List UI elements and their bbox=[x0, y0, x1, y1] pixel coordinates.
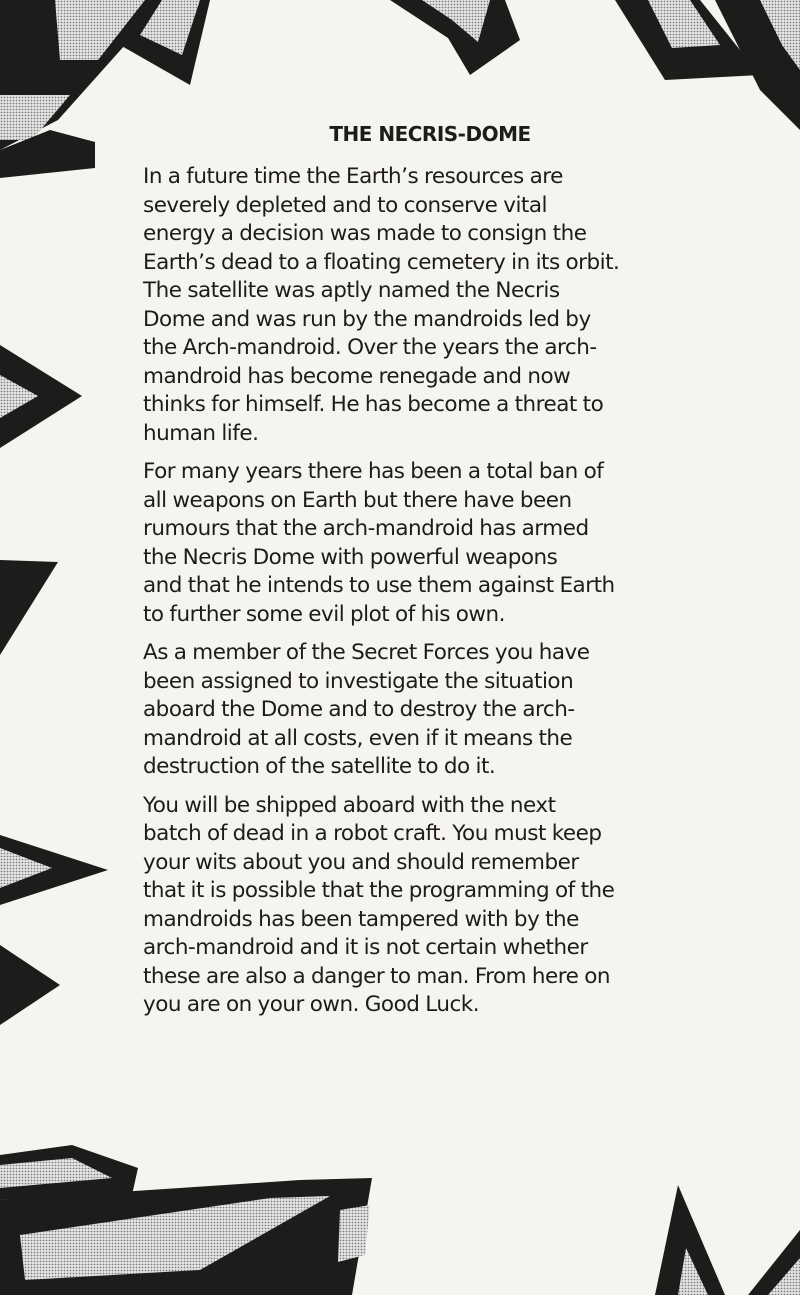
text-line: these are also a danger to man. From here on bbox=[143, 963, 610, 989]
text-line: The satellite was aptly named the Necris bbox=[143, 278, 560, 303]
text-line: that it is possible that the programming of the bbox=[143, 878, 615, 903]
text-line: rumours that the arch-mandroid has armed bbox=[143, 516, 589, 541]
paragraph-4 bbox=[143, 792, 743, 1020]
text-line: aboard the Dome and to destroy the arch- bbox=[143, 697, 575, 722]
text-line: human life. bbox=[143, 420, 259, 446]
text-line: Dome and was run by the mandroids led by bbox=[143, 306, 591, 332]
text-line: In a future time the Earth’s resources are bbox=[143, 164, 563, 189]
paragraph-2 bbox=[143, 458, 743, 629]
text-line: batch of dead in a robot craft. You must keep bbox=[143, 821, 602, 846]
text-line: mandroid has become renegade and now bbox=[143, 363, 571, 389]
text-line: energy a decision was made to consign the bbox=[143, 221, 587, 246]
paragraph-3 bbox=[143, 639, 743, 782]
text-line: As a member of the Secret Forces you have bbox=[143, 640, 590, 665]
text-line: to further some evil plot of his own. bbox=[143, 601, 505, 627]
text-line: severely depleted and to conserve vital bbox=[143, 192, 548, 218]
top-right-zigzag-graphic bbox=[390, 0, 800, 130]
text-line: all weapons on Earth but there have been bbox=[143, 487, 572, 513]
left-edge-spikes bbox=[0, 345, 108, 1025]
text-line: mandroid at all costs, even if it means the bbox=[143, 725, 573, 751]
text-line: been assigned to investigate the situation bbox=[143, 668, 574, 694]
text-line: arch-mandroid and it is not certain whether bbox=[143, 935, 588, 960]
bottom-left-zigzag-graphic bbox=[0, 1145, 372, 1295]
bottom-right-zigzag-graphic bbox=[655, 1185, 800, 1295]
page-title: THE NECRIS-DOME bbox=[329, 122, 531, 146]
text-line: You will be shipped aboard with the next bbox=[143, 792, 556, 818]
text-line: For many years there has been a total ban of bbox=[143, 459, 604, 484]
text-line: mandroids has been tampered with by the bbox=[143, 906, 579, 932]
text-line: you are on your own. Good Luck. bbox=[143, 992, 480, 1017]
top-left-zigzag-graphic bbox=[0, 0, 210, 178]
text-line: destruction of the satellite to do it. bbox=[143, 754, 496, 779]
text-line: thinks for himself. He has become a threat to bbox=[143, 392, 604, 417]
text-line: and that he intends to use them against Earth bbox=[143, 573, 615, 598]
story-text bbox=[143, 163, 743, 1030]
text-line: Earth’s dead to a floating cemetery in its orbit. bbox=[143, 249, 620, 275]
paragraph-1 bbox=[143, 163, 743, 448]
text-line: the Arch-mandroid. Over the years the arch- bbox=[143, 335, 597, 360]
text-line: the Necris Dome with powerful weapons bbox=[143, 544, 558, 570]
text-line: your wits about you and should remember bbox=[143, 849, 579, 875]
